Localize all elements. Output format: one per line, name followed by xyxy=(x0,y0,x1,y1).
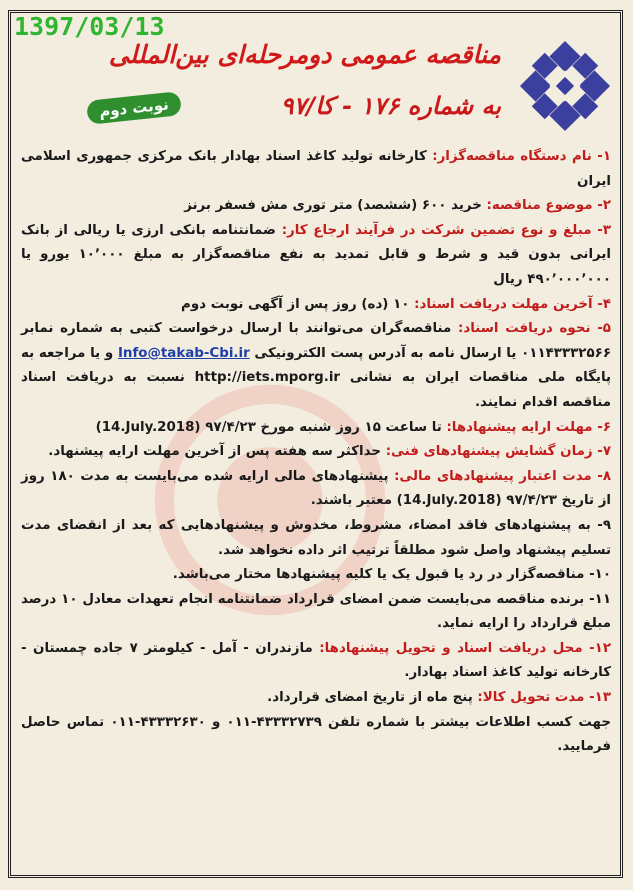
item-docs-method: ۵- نحوه دریافت اسناد: مناقصه‌گران می‌توانند با ارسال درخواست کتبی به شماره نمابر ۰۱۱۴۳۳۳۲۵۶۶ یا ارسال نامه به آدرس پست الکترونیکی Info@takab-Cbi.ir و یا مراجعه به پایگاه ملی مناقصات ایران به نشانی http://iets.mporg.ir نسبت به دریافت اسناد مناقصه اقدام نمایند. xyxy=(21,321,611,410)
tender-number: به شماره ۱۷۶ - کا/۹۷ xyxy=(280,92,501,120)
item-subject: ۲- موضوع مناقصه: خرید ۶۰۰ (ششصد) متر توری مش فسفر برنز xyxy=(184,198,611,214)
subtitle-row xyxy=(61,92,501,132)
item-contact: جهت کسب اطلاعات بیشتر با شماره تلفن ۴۳۳۳۲۷۳۹-۰۱۱ و ۴۳۳۳۲۶۳۰-۰۱۱ تماس حاصل فرمایید. xyxy=(21,714,611,755)
item-organizer: ۱- نام دستگاه مناقصه‌گزار: کارخانه تولید کاغذ اسناد بهادار بانک مرکزی جمهوری اسلامی ایران xyxy=(21,149,612,189)
item-guarantee: ۳- مبلغ و نوع تضمین شرکت در فرآیند ارجاع کار: ضمانتنامه بانکی ارزی یا ریالی از بانک ایرانی بدون قید و شرط و قابل تمدید به نفع مناقصه‌گزار به مبلغ ۱۰٬۰۰۰ یورو یا ۴۹۰٬۰۰۰٬۰۰۰ ریال xyxy=(21,222,611,287)
email-link[interactable]: Info@takab-Cbi.ir xyxy=(117,345,250,361)
date-stamp: 1397/03/13 xyxy=(14,12,165,41)
notice-title: مناقصه عمومی دومرحله‌ای بین‌المللی xyxy=(108,40,501,69)
item-location: ۱۲- محل دریافت اسناد و تحویل پیشنهادها: مازندران - آمل - کیلومتر ۷ جاده چمستان - کارخانه تولید کاغذ اسناد بهادار. xyxy=(21,640,612,681)
notice-body xyxy=(21,145,611,760)
item-deadline-docs: ۴- آخرین مهلت دریافت اسناد: ۱۰ (ده) روز پس از آگهی نوبت دوم xyxy=(181,296,611,312)
item-submission-deadline: ۶- مهلت ارایه پیشنهادها: تا ساعت ۱۵ روز شنبه مورخ ۹۷/۴/۲۳ (14.July.2018) xyxy=(95,419,611,435)
item-rights: ۱۰- مناقصه‌گزار در رد یا قبول یک یا کلیه پیشنهادها مختار می‌باشد. xyxy=(172,567,611,583)
publication-round-badge: نوبت دوم xyxy=(86,91,182,125)
item-technical-opening: ۷- زمان گشایش پیشنهادهای فنی: حداکثر سه هفته پس از آخرین مهلت ارایه پیشنهاد. xyxy=(48,444,611,460)
item-invalid-bids: ۹- به پیشنهادهای فاقد امضاء، مشروط، مخدوش و پیشنهادهایی که بعد از انقضای مدت تسلیم پیشنهاد واصل شود مطلقاً ترتیب اثر داده نخواهد شد. xyxy=(21,517,611,558)
item-delivery: ۱۳- مدت تحویل کالا: پنج ماه از تاریخ امضای قرارداد. xyxy=(267,690,611,706)
bank-logo-icon xyxy=(519,40,611,132)
item-financial-validity: ۸- مدت اعتبار پیشنهادهای مالی: پیشنهادهای مالی ارایه شده می‌بایست به مدت ۱۸۰ روز از تاریخ ۹۷/۴/۲۳ (14.July.2018) معتبر باشند. xyxy=(21,468,611,509)
item-performance-bond: ۱۱- برنده مناقصه می‌بایست ضمن امضای قرارداد ضمانتنامه انجام تعهدات معادل ۱۰ درصد مبلغ قرارداد را ارایه نماید. xyxy=(21,591,611,632)
website-link[interactable]: http://iets.mporg.ir xyxy=(194,370,341,386)
